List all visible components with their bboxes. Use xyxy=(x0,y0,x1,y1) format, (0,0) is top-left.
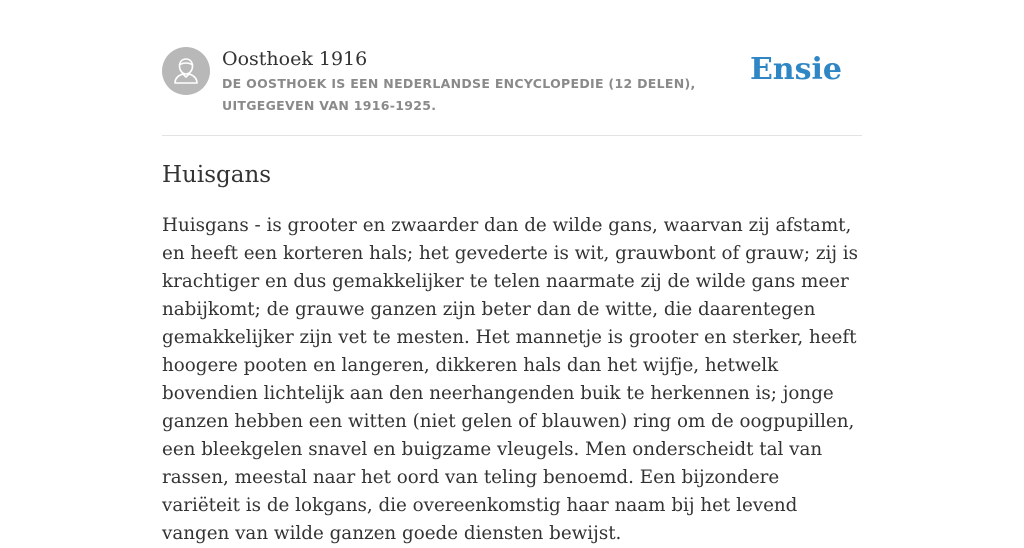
entry-body: Huisgans - is grooter en zwaarder dan de wilde gans, waarvan zij afstamt, en heeft een korteren hals; het gevederte is wit, grauwbont of grauw; zij is krachtiger en dus gemakkelijker te telen naarmate zij de wilde gans meer nabijkomt; de grauwe ganzen zijn beter dan de witte, die daarentegen gemakkelijker zijn vet te mesten. Het mannetje is grooter en sterker, heeft hoogere pooten en langeren, dikkeren hals dan het wijfje, hetwelk bovendien lichtelijk aan den neerhangenden buik te herkennen is; jonge ganzen hebben een witten (niet gelen of blauwen) ring om de oogpupillen, een bleekgelen snavel en buigzame vleugels. Men onderscheidt tal van rassen, meestal naar het oord van teling benoemd. Een bijzondere variëteit is de lokgans, die overeenkomstig haar naam bij het levend vangen van wilde ganzen goede diensten bewijst. xyxy=(162,215,859,544)
ensie-logo-link[interactable]: Ensie xyxy=(749,52,842,87)
user-silhouette-icon[interactable] xyxy=(162,47,210,95)
source-header xyxy=(162,47,862,117)
entry-title: Huisgans xyxy=(162,162,272,188)
source-description: DE OOSTHOEK IS EEN NEDERLANDSE ENCYCLOPEDIE (12 DELEN), UITGEGEVEN VAN 1916-1925. xyxy=(222,76,696,113)
header-divider xyxy=(162,135,862,136)
source-title[interactable]: Oosthoek 1916 xyxy=(222,48,368,70)
